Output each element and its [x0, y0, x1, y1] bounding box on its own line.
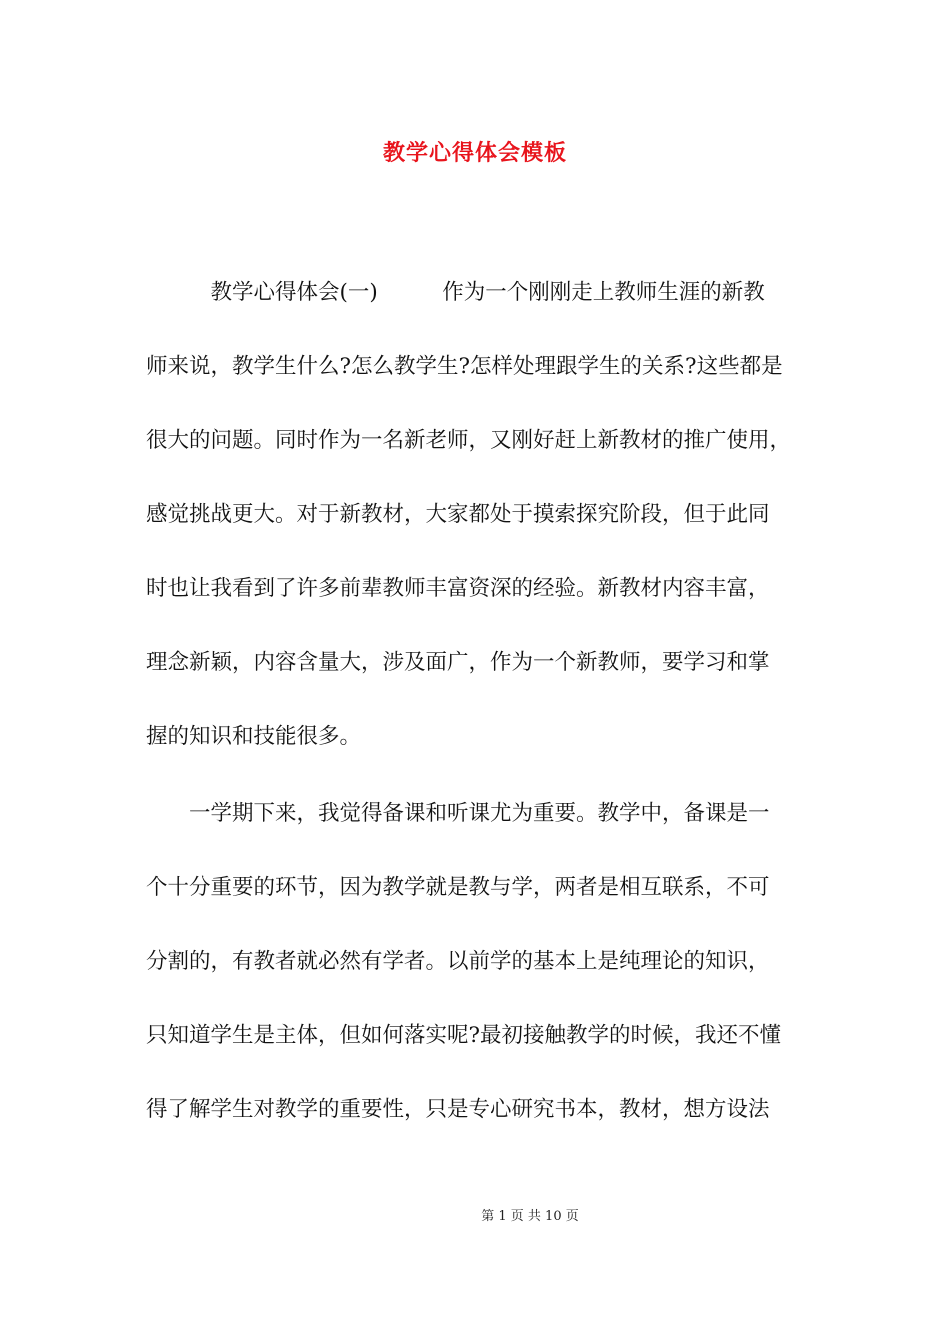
body-line: 只知道学生是主体，但如何落实呢?最初接触教学的时候，我还不懂 [146, 1023, 782, 1048]
body-line: 得了解学生对教学的重要性，只是专心研究书本，教材，想方设法 [146, 1097, 770, 1122]
body-line: 分割的，有教者就必然有学者。以前学的基本上是纯理论的知识， [146, 949, 770, 974]
body-line: 握的知识和技能很多。 [146, 724, 362, 749]
body-line: 很大的问题。同时作为一名新老师，又刚好赶上新教材的推广使用， [146, 428, 792, 453]
document-title: 教学心得体会模板 [382, 140, 567, 166]
body-line: 感觉挑战更大。对于新教材，大家都处于摸索探究阶段，但于此同 [146, 502, 770, 527]
body-line: 理念新颖，内容含量大，涉及面广，作为一个新教师，要学习和掌 [146, 650, 770, 675]
body-line: 个十分重要的环节，因为教学就是教与学，两者是相互联系，不可 [146, 875, 770, 900]
body-line: 一学期下来，我觉得备课和听课尤为重要。教学中，备课是一 [146, 801, 770, 826]
page-footer: 第 1 页 共 10 页 [481, 1209, 579, 1224]
body-line: 师来说，教学生什么?怎么教学生?怎样处理跟学生的关系?这些都是 [146, 354, 783, 379]
body-line: 时也让我看到了许多前辈教师丰富资深的经验。新教材内容丰富， [146, 576, 770, 601]
body-line: 教学心得体会(一) 作为一个刚刚走上教师生涯的新教 [146, 280, 765, 305]
